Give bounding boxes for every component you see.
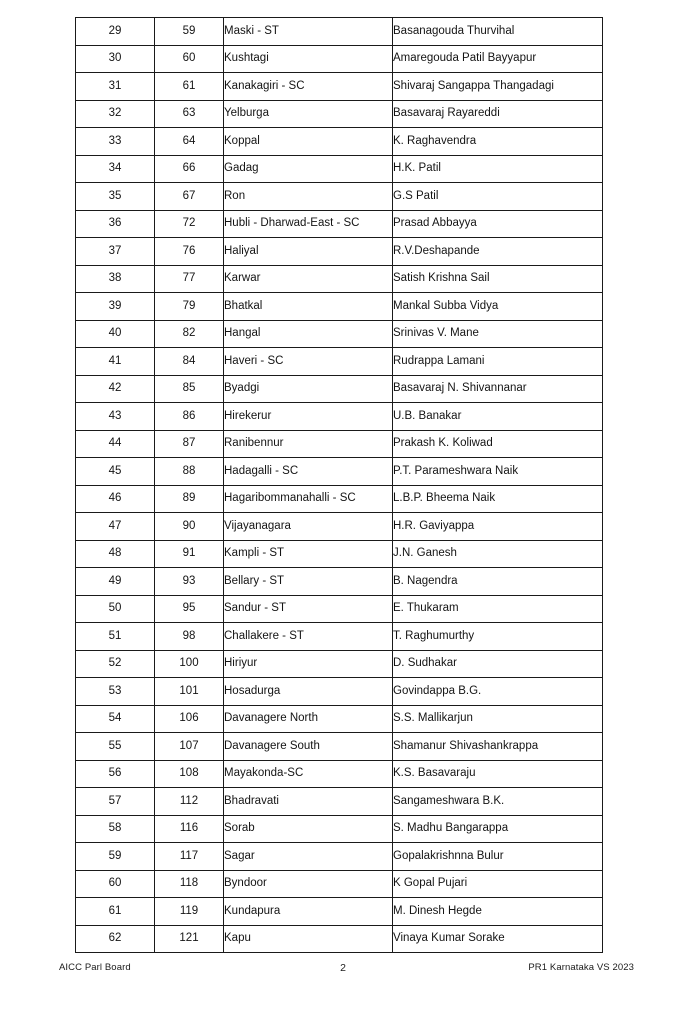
footer-right-text: PR1 Karnataka VS 2023 — [528, 962, 634, 973]
table-row — [76, 293, 603, 321]
table-row — [76, 788, 603, 816]
cell-candidate: Mankal Subba Vidya — [393, 293, 603, 321]
cell-constituency: Mayakonda-SC — [224, 760, 393, 788]
cell-constituency-no: 100 — [155, 650, 224, 678]
table-row — [76, 540, 603, 568]
table-row — [76, 568, 603, 596]
cell-candidate: S. Madhu Bangarappa — [393, 815, 603, 843]
candidate-table-body — [76, 18, 603, 953]
cell-constituency-no: 82 — [155, 320, 224, 348]
cell-candidate: Prakash K. Koliwad — [393, 430, 603, 458]
cell-constituency-no: 118 — [155, 870, 224, 898]
cell-candidate: Prasad Abbayya — [393, 210, 603, 238]
cell-constituency: Challakere - ST — [224, 623, 393, 651]
cell-constituency: Haveri - SC — [224, 348, 393, 376]
cell-sl-no: 55 — [76, 733, 155, 761]
cell-sl-no: 44 — [76, 430, 155, 458]
cell-sl-no: 32 — [76, 100, 155, 128]
cell-sl-no: 47 — [76, 513, 155, 541]
cell-candidate: D. Sudhakar — [393, 650, 603, 678]
cell-candidate: Vinaya Kumar Sorake — [393, 925, 603, 953]
cell-constituency: Bellary - ST — [224, 568, 393, 596]
cell-candidate: M. Dinesh Hegde — [393, 898, 603, 926]
cell-sl-no: 54 — [76, 705, 155, 733]
cell-constituency: Kundapura — [224, 898, 393, 926]
cell-constituency: Bhatkal — [224, 293, 393, 321]
cell-constituency: Davanagere North — [224, 705, 393, 733]
cell-candidate: Rudrappa Lamani — [393, 348, 603, 376]
cell-constituency: Kanakagiri - SC — [224, 73, 393, 101]
table-row — [76, 898, 603, 926]
cell-constituency: Gadag — [224, 155, 393, 183]
cell-constituency-no: 90 — [155, 513, 224, 541]
table-row — [76, 155, 603, 183]
cell-candidate: R.V.Deshapande — [393, 238, 603, 266]
cell-sl-no: 61 — [76, 898, 155, 926]
candidate-table — [75, 17, 603, 953]
cell-constituency: Haliyal — [224, 238, 393, 266]
cell-sl-no: 48 — [76, 540, 155, 568]
cell-constituency-no: 77 — [155, 265, 224, 293]
cell-constituency: Hadagalli - SC — [224, 458, 393, 486]
cell-candidate: S.S. Mallikarjun — [393, 705, 603, 733]
cell-constituency-no: 106 — [155, 705, 224, 733]
cell-constituency: Davanagere South — [224, 733, 393, 761]
cell-sl-no: 43 — [76, 403, 155, 431]
cell-constituency: Hirekerur — [224, 403, 393, 431]
cell-candidate: E. Thukaram — [393, 595, 603, 623]
table-row — [76, 733, 603, 761]
cell-constituency-no: 108 — [155, 760, 224, 788]
cell-candidate: T. Raghumurthy — [393, 623, 603, 651]
table-row — [76, 815, 603, 843]
cell-constituency: Hangal — [224, 320, 393, 348]
cell-constituency: Hosadurga — [224, 678, 393, 706]
cell-candidate: P.T. Parameshwara Naik — [393, 458, 603, 486]
cell-constituency: Maski - ST — [224, 18, 393, 46]
cell-constituency-no: 89 — [155, 485, 224, 513]
cell-constituency-no: 107 — [155, 733, 224, 761]
table-row — [76, 485, 603, 513]
table-row — [76, 623, 603, 651]
cell-sl-no: 46 — [76, 485, 155, 513]
table-row — [76, 650, 603, 678]
cell-constituency-no: 79 — [155, 293, 224, 321]
cell-sl-no: 41 — [76, 348, 155, 376]
cell-constituency-no: 67 — [155, 183, 224, 211]
cell-constituency: Ranibennur — [224, 430, 393, 458]
cell-constituency-no: 98 — [155, 623, 224, 651]
cell-candidate: Gopalakrishnna Bulur — [393, 843, 603, 871]
table-row — [76, 843, 603, 871]
table-row — [76, 678, 603, 706]
table-row — [76, 430, 603, 458]
cell-sl-no: 59 — [76, 843, 155, 871]
cell-constituency-no: 121 — [155, 925, 224, 953]
cell-constituency: Vijayanagara — [224, 513, 393, 541]
table-row — [76, 760, 603, 788]
cell-constituency-no: 61 — [155, 73, 224, 101]
cell-candidate: K.S. Basavaraju — [393, 760, 603, 788]
cell-constituency-no: 101 — [155, 678, 224, 706]
cell-candidate: B. Nagendra — [393, 568, 603, 596]
table-row — [76, 595, 603, 623]
table-row — [76, 705, 603, 733]
cell-sl-no: 34 — [76, 155, 155, 183]
cell-sl-no: 62 — [76, 925, 155, 953]
cell-sl-no: 51 — [76, 623, 155, 651]
cell-constituency: Hiriyur — [224, 650, 393, 678]
cell-constituency-no: 95 — [155, 595, 224, 623]
cell-constituency-no: 112 — [155, 788, 224, 816]
cell-sl-no: 36 — [76, 210, 155, 238]
cell-candidate: J.N. Ganesh — [393, 540, 603, 568]
cell-constituency: Kapu — [224, 925, 393, 953]
cell-sl-no: 58 — [76, 815, 155, 843]
table-row — [76, 513, 603, 541]
cell-candidate: K Gopal Pujari — [393, 870, 603, 898]
footer-left-text: AICC Parl Board — [59, 962, 131, 973]
cell-candidate: Amaregouda Patil Bayyapur — [393, 45, 603, 73]
table-row — [76, 458, 603, 486]
table-row — [76, 348, 603, 376]
table-row — [76, 238, 603, 266]
cell-constituency: Hagaribommanahalli - SC — [224, 485, 393, 513]
cell-candidate: L.B.P. Bheema Naik — [393, 485, 603, 513]
table-row — [76, 375, 603, 403]
cell-constituency-no: 91 — [155, 540, 224, 568]
cell-constituency-no: 86 — [155, 403, 224, 431]
cell-constituency: Byndoor — [224, 870, 393, 898]
cell-sl-no: 53 — [76, 678, 155, 706]
cell-candidate: K. Raghavendra — [393, 128, 603, 156]
cell-sl-no: 57 — [76, 788, 155, 816]
cell-candidate: Shamanur Shivashankrappa — [393, 733, 603, 761]
cell-sl-no: 56 — [76, 760, 155, 788]
cell-candidate: Basavaraj N. Shivannanar — [393, 375, 603, 403]
page-footer — [0, 962, 686, 982]
cell-constituency: Byadgi — [224, 375, 393, 403]
cell-constituency: Sagar — [224, 843, 393, 871]
cell-sl-no: 49 — [76, 568, 155, 596]
table-row — [76, 183, 603, 211]
table-row — [76, 870, 603, 898]
table-row — [76, 128, 603, 156]
table-row — [76, 925, 603, 953]
cell-constituency-no: 93 — [155, 568, 224, 596]
cell-constituency-no: 72 — [155, 210, 224, 238]
cell-constituency-no: 88 — [155, 458, 224, 486]
cell-constituency-no: 66 — [155, 155, 224, 183]
cell-candidate: G.S Patil — [393, 183, 603, 211]
cell-constituency: Hubli - Dharwad-East - SC — [224, 210, 393, 238]
cell-constituency-no: 116 — [155, 815, 224, 843]
cell-sl-no: 30 — [76, 45, 155, 73]
cell-constituency: Karwar — [224, 265, 393, 293]
cell-candidate: H.K. Patil — [393, 155, 603, 183]
cell-sl-no: 33 — [76, 128, 155, 156]
table-row — [76, 18, 603, 46]
table-row — [76, 45, 603, 73]
cell-constituency-no: 59 — [155, 18, 224, 46]
cell-constituency-no: 76 — [155, 238, 224, 266]
table-row — [76, 403, 603, 431]
cell-constituency: Sorab — [224, 815, 393, 843]
cell-constituency-no: 84 — [155, 348, 224, 376]
cell-sl-no: 45 — [76, 458, 155, 486]
cell-sl-no: 31 — [76, 73, 155, 101]
cell-sl-no: 50 — [76, 595, 155, 623]
cell-constituency: Yelburga — [224, 100, 393, 128]
cell-candidate: Srinivas V. Mane — [393, 320, 603, 348]
cell-candidate: Shivaraj Sangappa Thangadagi — [393, 73, 603, 101]
cell-constituency: Sandur - ST — [224, 595, 393, 623]
cell-constituency-no: 85 — [155, 375, 224, 403]
cell-constituency: Kushtagi — [224, 45, 393, 73]
cell-sl-no: 42 — [76, 375, 155, 403]
cell-sl-no: 37 — [76, 238, 155, 266]
cell-candidate: U.B. Banakar — [393, 403, 603, 431]
cell-candidate: H.R. Gaviyappa — [393, 513, 603, 541]
cell-candidate: Basanagouda Thurvihal — [393, 18, 603, 46]
cell-constituency-no: 119 — [155, 898, 224, 926]
cell-constituency-no: 87 — [155, 430, 224, 458]
footer-page-number: 2 — [340, 962, 346, 974]
table-row — [76, 100, 603, 128]
cell-candidate: Basavaraj Rayareddi — [393, 100, 603, 128]
table-row — [76, 320, 603, 348]
cell-candidate: Sangameshwara B.K. — [393, 788, 603, 816]
cell-constituency: Kampli - ST — [224, 540, 393, 568]
cell-sl-no: 39 — [76, 293, 155, 321]
cell-sl-no: 38 — [76, 265, 155, 293]
cell-sl-no: 29 — [76, 18, 155, 46]
cell-sl-no: 40 — [76, 320, 155, 348]
table-row — [76, 210, 603, 238]
cell-constituency: Bhadravati — [224, 788, 393, 816]
cell-constituency: Ron — [224, 183, 393, 211]
cell-sl-no: 52 — [76, 650, 155, 678]
cell-candidate: Govindappa B.G. — [393, 678, 603, 706]
cell-sl-no: 35 — [76, 183, 155, 211]
candidate-table-container — [75, 17, 598, 953]
table-row — [76, 73, 603, 101]
cell-candidate: Satish Krishna Sail — [393, 265, 603, 293]
cell-constituency-no: 64 — [155, 128, 224, 156]
cell-constituency-no: 117 — [155, 843, 224, 871]
cell-constituency: Koppal — [224, 128, 393, 156]
cell-sl-no: 60 — [76, 870, 155, 898]
cell-constituency-no: 63 — [155, 100, 224, 128]
table-row — [76, 265, 603, 293]
cell-constituency-no: 60 — [155, 45, 224, 73]
